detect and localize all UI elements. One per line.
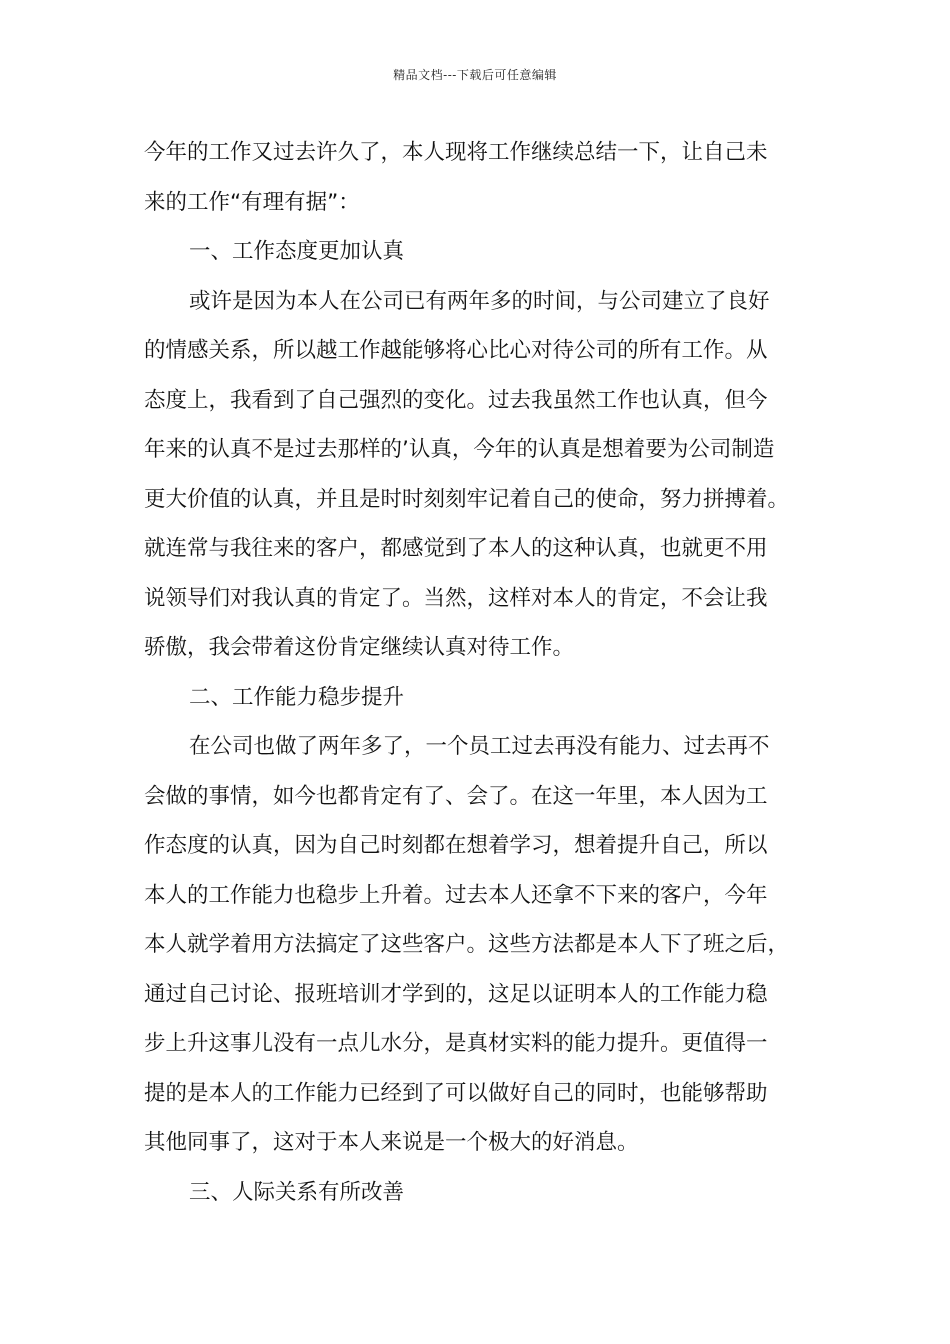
text-line: 就连常与我往来的客户，都感觉到了本人的这种认真，也就更不用 xyxy=(144,536,768,561)
text-line: 态度上，我看到了自己强烈的变化。过去我虽然工作也认真，但今 xyxy=(144,387,768,413)
page-header: 精品文档---下载后可任意编辑 xyxy=(393,68,557,82)
text-line: 其他同事了，这对于本人来说是一个极大的好消息。 xyxy=(144,1130,639,1155)
text-line: 作态度的认真，因为自己时刻都在想着学习，想着提升自己，所以 xyxy=(144,833,768,858)
text-line: 通过自己讨论、报班培训才学到的，这足以证明本人的工作能力稳 xyxy=(144,981,768,1007)
section-heading: 三、人际关系有所改善 xyxy=(189,1179,405,1205)
text-line: 今年的工作又过去许久了，本人现将工作继续总结一下，让自己未 xyxy=(144,140,768,165)
text-line: 步上升这事儿没有一点儿水分，是真材实料的能力提升。更值得一 xyxy=(144,1031,768,1056)
text-line: 在公司也做了两年多了，一个员工过去再没有能力、过去再不 xyxy=(189,734,770,759)
text-line: 本人就学着用方法搞定了这些客户。这些方法都是本人下了班之后， xyxy=(144,932,790,957)
text-line: 来的工作“有理有据”： xyxy=(144,189,360,215)
section-heading: 二、工作能力稳步提升 xyxy=(189,684,405,710)
text-line: 说领导们对我认真的肯定了。当然，这样对本人的肯定，不会让我 xyxy=(144,585,768,611)
text-line: 本人的工作能力也稳步上升着。过去本人还拿不下来的客户，今年 xyxy=(144,882,768,908)
text-line: 提的是本人的工作能力已经到了可以做好自己的同时，也能够帮助 xyxy=(144,1080,768,1106)
section-heading: 一、工作态度更加认真 xyxy=(189,239,405,264)
document-body xyxy=(144,128,820,1217)
text-line: 年来的认真不是过去那样的’认真，今年的认真是想着要为公司制造 xyxy=(144,437,775,462)
text-line: 会做的事情，如今也都肯定有了、会了。在这一年里，本人因为工 xyxy=(144,783,768,809)
text-line: 更大价值的认真，并且是时时刻刻牢记着自己的使命，努力拼搏着。 xyxy=(144,486,790,512)
text-line: 骄傲，我会带着这份肯定继续认真对待工作。 xyxy=(144,635,575,660)
text-line: 或许是因为本人在公司已有两年多的时间，与公司建立了良好 xyxy=(189,288,770,314)
text-line: 的情感关系，所以越工作越能够将心比心对待公司的所有工作。从 xyxy=(144,338,768,363)
